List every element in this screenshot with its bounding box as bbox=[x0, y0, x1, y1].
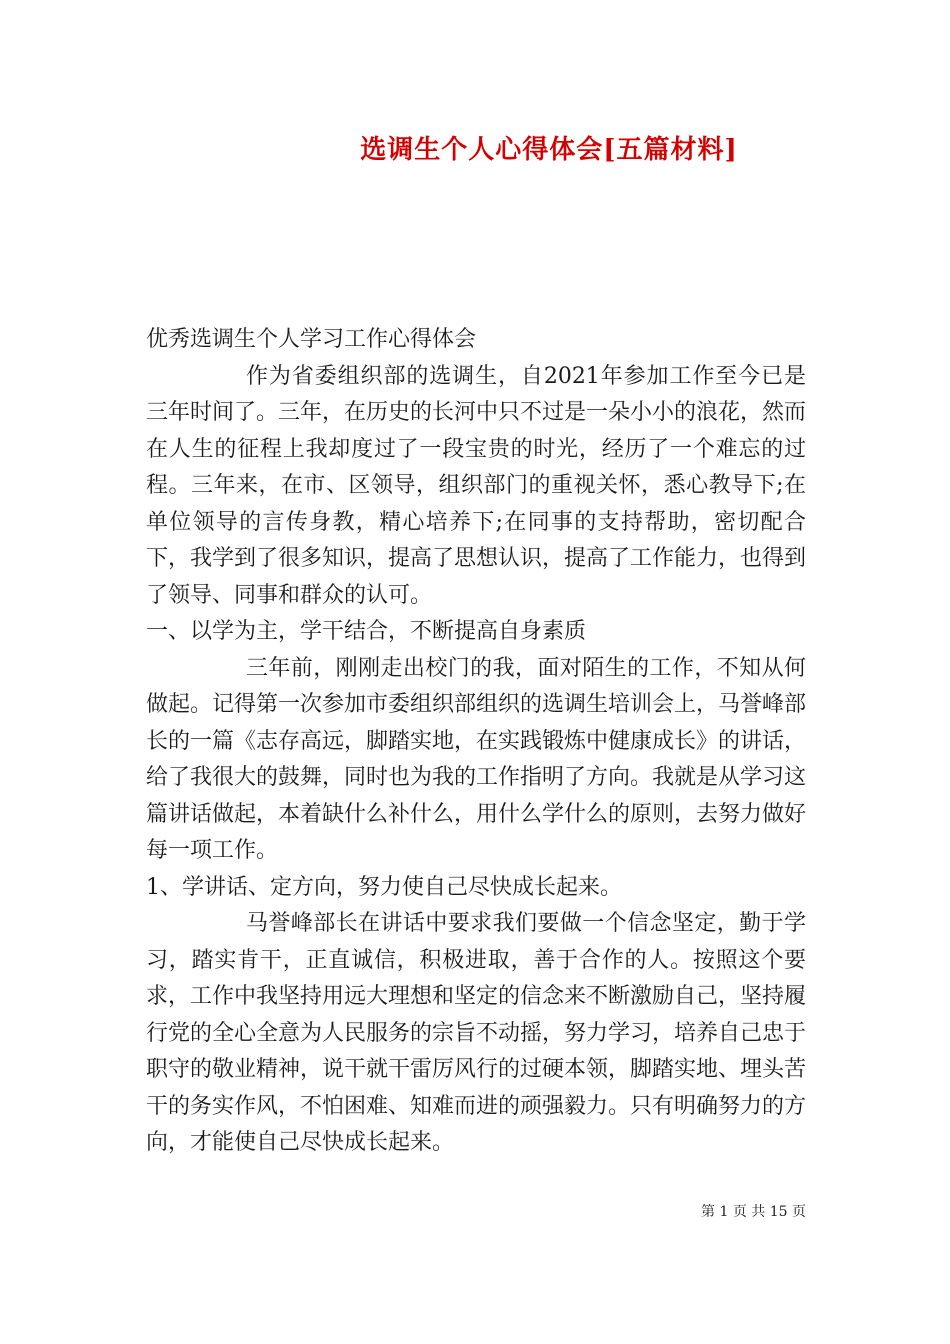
paragraph-subsection-1: 马誉峰部长在讲话中要求我们要做一个信念坚定，勤于学习，踏实肯干，正直诚信，积极进取，善于合作的人。按照这个要求，工作中我坚持用远大理想和坚定的信念来不断激励自己，坚持履行党的全心全意为人民服务的宗旨不动摇，努力学习，培养自己忠于职守的敬业精神，说干就干雷厉风行的过硬本领，脚踏实地、埋头苦干的务实作风，不怕困难、知难而进的顽强毅力。只有明确努力的方向，才能使自己尽快成长起来。 bbox=[146, 911, 807, 1155]
page-number: 第 1 页 共 15 页 bbox=[701, 1204, 806, 1220]
paragraph-intro: 作为省委组织部的选调生，自2021年参加工作至今已是三年时间了。三年，在历史的长河中只不过是一朵小小的浪花，然而在人生的征程上我却度过了一段宝贵的时光，经历了一个难忘的过程。三年来，在市、区领导，组织部门的重视关怀，悉心教导下;在单位领导的言传身教，精心培养下;在同事的支持帮助，密切配合下，我学到了很多知识，提高了思想认识，提高了工作能力，也得到了领导、同事和群众的认可。 bbox=[146, 363, 807, 608]
document-body bbox=[146, 322, 806, 1162]
paragraph-section-1: 三年前，刚刚走出校门的我，面对陌生的工作，不知从何做起。记得第一次参加市委组织部组织的选调生培训会上，马誉峰部长的一篇《志存高远，脚踏实地，在实践锻炼中健康成长》的讲话，给了我很大的鼓舞，同时也为我的工作指明了方向。我就是从学习这篇讲话做起，本着缺什么补什么，用什么学什么的原则，去努力做好每一项工作。 bbox=[146, 655, 807, 863]
document-title: 选调生个人心得体会[五篇材料] bbox=[360, 135, 738, 165]
section-heading-1: 一、以学为主，学干结合，不断提高自身素质 bbox=[146, 619, 587, 644]
subsection-heading-1: 1、学讲话、定方向，努力使自己尽快成长起来。 bbox=[146, 874, 622, 900]
subtitle: 优秀选调生个人学习工作心得体会 bbox=[146, 327, 477, 352]
